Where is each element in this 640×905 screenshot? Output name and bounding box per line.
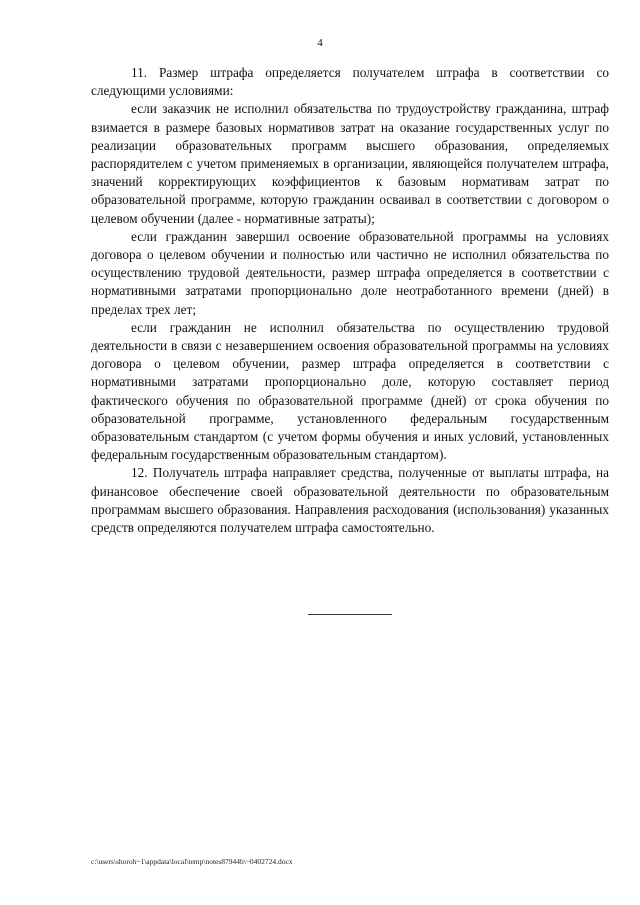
paragraph-unfinished-study-condition: если гражданин не исполнил обязательства по осуществлению трудовой деятельности в связи с незавершением освоения образовательной программы на условиях договора о целевом обучении, размер штрафа определяется в соответствии с нормативными затратами пропорционально доле, которую составляет период фактического обучения по образовательной программе (дней) от срока обучения по образовательной программе, установленного федеральным государственным образовательным стандартом (с учетом формы обучения и иных условий, установленных федеральным государственным образовательным стандартом). bbox=[91, 319, 609, 463]
document-body bbox=[91, 64, 609, 537]
paragraph-employer-condition: если заказчик не исполнил обязательства по трудоустройству гражданина, штраф взимается в размере базовых нормативов затрат на оказание государственных услуг по реализации образовательных программ высшего образования, определяемых распорядителем с учетом применяемых в организации, являющейся получателем штрафа, значений корректирующих коэффициентов к базовым нормативам затрат по образовательной программе, которую гражданин осваивал в соответствии с договором о целевом обучении (далее - нормативные затраты); bbox=[91, 101, 609, 226]
paragraph-12: 12. Получатель штрафа направляет средства, полученные от выплаты штрафа, на финансовое обеспечение своей образовательной деятельности по образовательным программам высшего образования. Направления расходования (использования) указанных средств определяются получателем штрафа самостоятельно. bbox=[91, 465, 609, 536]
paragraph-graduate-condition: если гражданин завершил освоение образовательной программы на условиях договора о целевом обучении и полностью или частично не исполнил обязательства по осуществлению трудовой деятельности, размер штрафа определяется в соответствии с нормативными затратами пропорционально доле неотработанного времени (дней) в пределах трех лет; bbox=[91, 228, 609, 317]
paragraph-11-intro: 11. Размер штрафа определяется получателем штрафа в соответствии со следующими условиями: bbox=[91, 65, 609, 99]
end-divider bbox=[308, 614, 392, 615]
footer-file-path: c:\users\shoroh~1\appdata\local\temp\notes87944b\~0402724.docx bbox=[91, 857, 293, 866]
page-number: 4 bbox=[317, 37, 323, 49]
